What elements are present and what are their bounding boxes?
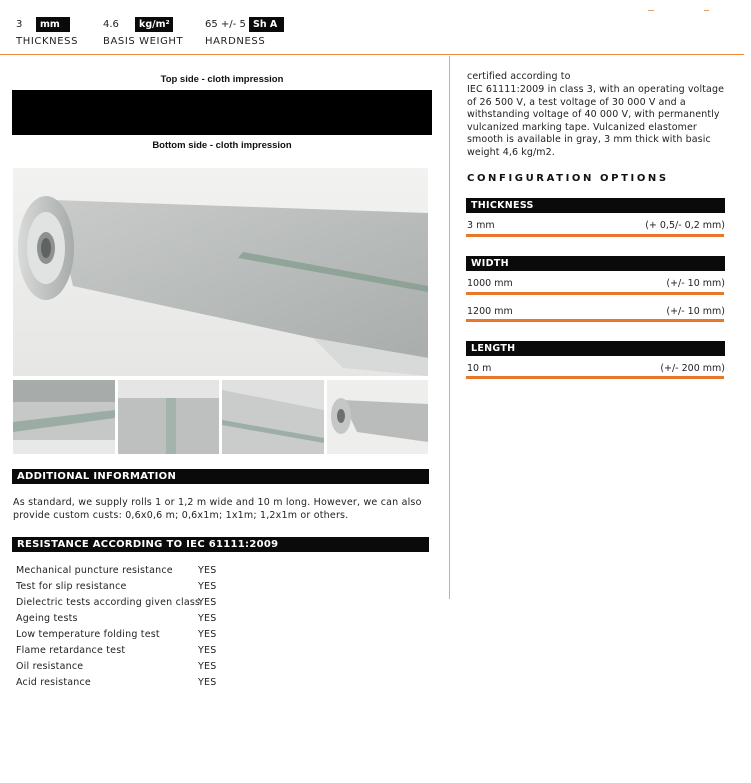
resistance-value: YES xyxy=(198,597,217,608)
thumbnail-2[interactable] xyxy=(118,380,219,454)
thickness-option-row[interactable] xyxy=(467,220,725,232)
thumbnail-3[interactable] xyxy=(222,380,324,454)
length-option-row[interactable] xyxy=(467,363,725,375)
thumbnail-1[interactable] xyxy=(13,380,115,454)
additional-information-text: As standard, we supply rolls 1 or 1,2 m wide and 10 m long. However, we can also provide custom custs: 0,6x0,6 m; 0,6x1m; 1x1m; 1,2x1m or others. xyxy=(13,497,422,521)
hardness-label: HARDNESS xyxy=(205,36,266,47)
option-underline xyxy=(466,234,724,237)
top-side-caption: Top side - cloth impression xyxy=(160,74,284,85)
hardness-unit: Sh A xyxy=(249,17,284,32)
certification-intro: certified according to xyxy=(467,71,571,82)
resistance-value: YES xyxy=(198,677,217,688)
width-option-heading: WIDTH xyxy=(466,256,725,271)
width-option-row[interactable] xyxy=(467,278,725,290)
additional-information-heading: ADDITIONAL INFORMATION xyxy=(12,469,429,484)
option-value: 1000 mm xyxy=(467,278,513,289)
decorative-mark xyxy=(648,10,654,11)
resistance-value: YES xyxy=(198,565,217,576)
resistance-value: YES xyxy=(198,661,217,672)
option-value: 1200 mm xyxy=(467,306,513,317)
resistance-label: Low temperature folding test xyxy=(16,629,160,640)
resistance-label: Mechanical puncture resistance xyxy=(16,565,173,576)
resistance-label: Ageing tests xyxy=(16,613,78,624)
resistance-label: Acid resistance xyxy=(16,677,91,688)
header-divider xyxy=(0,54,744,55)
option-tolerance: (+/- 10 mm) xyxy=(666,278,725,289)
product-main-image[interactable] xyxy=(13,168,428,376)
option-underline xyxy=(466,319,724,322)
column-divider xyxy=(449,56,450,599)
resistance-heading: RESISTANCE ACCORDING TO IEC 61111:2009 xyxy=(12,537,429,552)
width-option-row[interactable] xyxy=(467,306,725,318)
resistance-value: YES xyxy=(198,645,217,656)
thickness-option-heading: THICKNESS xyxy=(466,198,725,213)
hardness-value: 65 +/- 5 xyxy=(205,19,246,30)
resistance-label: Test for slip resistance xyxy=(16,581,127,592)
basis-weight-value: 4.6 xyxy=(103,19,119,30)
thumbnail-4[interactable] xyxy=(327,380,428,454)
thickness-unit: mm xyxy=(36,17,70,32)
resistance-value: YES xyxy=(198,581,217,592)
thickness-label: THICKNESS xyxy=(16,36,79,47)
option-tolerance: (+/- 10 mm) xyxy=(666,306,725,317)
bottom-side-caption: Bottom side - cloth impression xyxy=(152,140,292,151)
option-tolerance: (+/- 200 mm) xyxy=(660,363,725,374)
option-underline xyxy=(466,292,724,295)
resistance-label: Flame retardance test xyxy=(16,645,126,656)
resistance-label: Dielectric tests according given class xyxy=(16,597,201,608)
option-value: 3 mm xyxy=(467,220,495,231)
resistance-value: YES xyxy=(198,629,217,640)
resistance-value: YES xyxy=(198,613,217,624)
rubber-mat-roll-image xyxy=(13,168,428,376)
product-description: IEC 61111:2009 in class 3, with an operating voltage of 26 500 V, a test voltage of 30 000 V and a withstanding voltage of 40 000 V, with permanently vulcanized marking tape. Vulcanized elastomer smooth is available in gray, 3 mm thick with basic weight 4,6 kg/m2. xyxy=(467,84,725,158)
option-tolerance: (+ 0,5/- 0,2 mm) xyxy=(645,220,725,231)
resistance-label: Oil resistance xyxy=(16,661,84,672)
decorative-mark xyxy=(704,10,709,11)
configuration-options-title: CONFIGURATION OPTIONS xyxy=(467,173,669,184)
option-underline xyxy=(466,376,724,379)
thickness-value: 3 xyxy=(16,19,23,30)
length-option-heading: LENGTH xyxy=(466,341,725,356)
option-value: 10 m xyxy=(467,363,492,374)
basis-weight-unit: kg/m² xyxy=(135,17,173,32)
top-side-texture-image xyxy=(12,90,432,135)
basis-weight-label: BASIS WEIGHT xyxy=(103,36,184,47)
